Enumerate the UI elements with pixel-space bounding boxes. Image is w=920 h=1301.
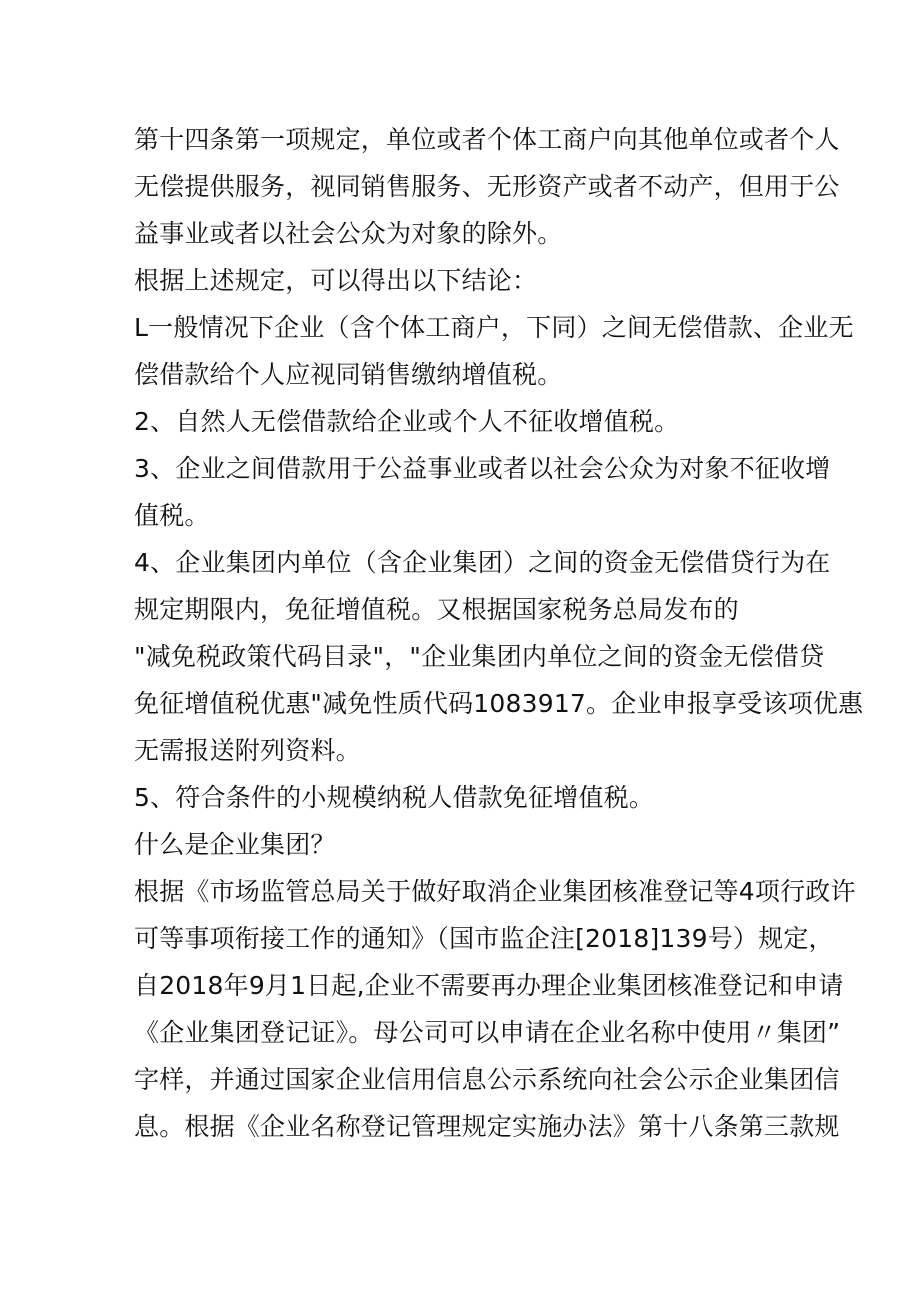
document-body [134,116,864,1150]
text-line: 4、企业集团内单位（含企业集团）之间的资金无偿借贷行为在 [134,548,831,577]
text-line: 5、符合条件的小规模纳税人借款免征增值税。 [134,783,655,812]
text-line: 无需报送附列资料。 [134,736,361,765]
text-line: 可等事项衔接工作的通知》（国市监企注[2018]139号）规定， [134,924,834,953]
text-line: 根据《市场监管总局关于做好取消企业集团核准登记等4项行政许 [134,877,856,906]
text-line: 第十四条第一项规定，单位或者个体工商户向其他单位或者个人 [134,125,840,154]
text-line: 3、企业之间借款用于公益事业或者以社会公众为对象不征收增 [134,454,831,483]
text-line: "减免税政策代码目录"，"企业集团内单位之间的资金无偿借贷 [134,642,825,671]
text-line: 偿借款给个人应视同销售缴纳增值税。 [134,360,563,389]
text-line: 益事业或者以社会公众为对象的除外。 [134,219,563,248]
text-line: 什么是企业集团？ [134,830,336,859]
text-line: 无偿提供服务，视同销售服务、无形资产或者不动产，但用于公 [134,172,840,201]
text-line: 字样，并通过国家企业信用信息公示系统向社会公示企业集团信 [134,1065,840,1094]
text-line: 《企业集团登记证》。母公司可以申请在企业名称中使用〃集团” [134,1018,841,1047]
text-line: 免征增值税优惠"减免性质代码1083917。企业申报享受该项优惠 [134,689,864,718]
text-line: L一般情况下企业（含个体工商户，下同）之间无偿借款、企业无 [134,313,854,342]
text-line: 值税。 [134,501,210,530]
text-line: 根据上述规定，可以得出以下结论： [134,266,538,295]
text-line: 息。根据《企业名称登记管理规定实施办法》第十八条第三款规 [134,1112,840,1141]
text-line: 自2018年9月1日起,企业不需要再办理企业集团核准登记和申请 [134,971,844,1000]
text-line: 规定期限内，免征增值税。又根据国家税务总局发布的 [134,595,739,624]
text-line: 2、自然人无偿借款给企业或个人不征收增值税。 [134,407,680,436]
